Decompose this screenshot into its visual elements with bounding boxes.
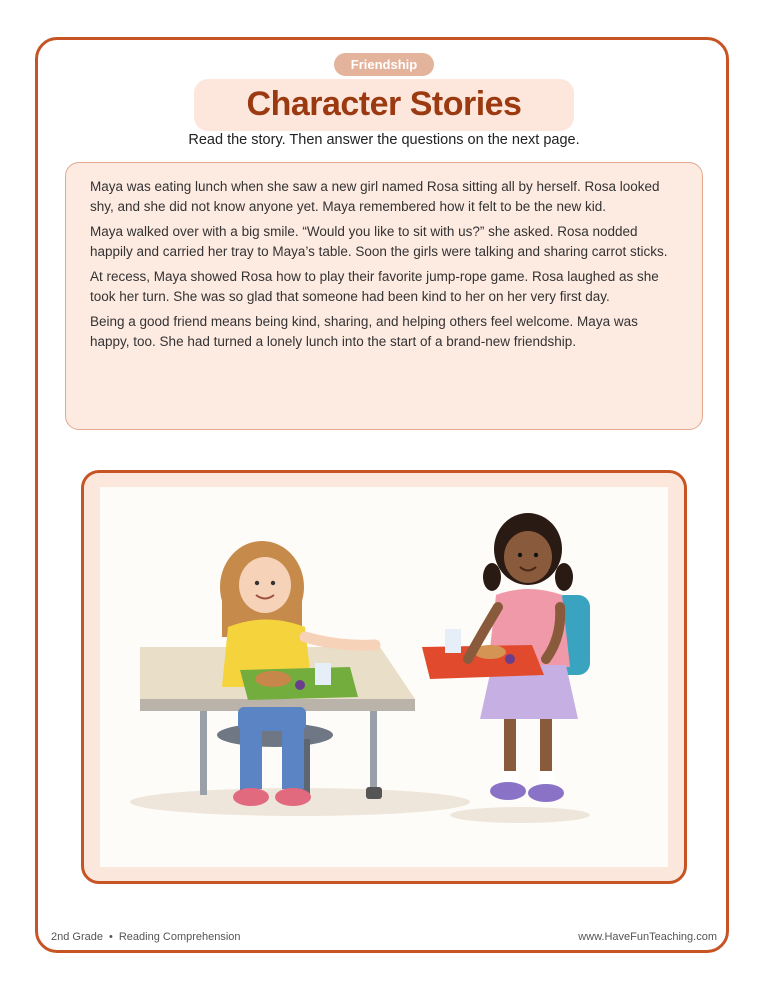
- footer-subject: Reading Comprehension: [118, 931, 241, 943]
- footer-grade-subject: [51, 931, 241, 943]
- footer-grade: 2nd Grade: [51, 931, 103, 943]
- footer-website: www.HaveFunTeaching.com: [578, 931, 717, 943]
- story-paragraph: Maya walked over with a big smile. “Would you like to sit with us?” she asked. Rosa nodded happily and carried her tray to Maya’s table. Soon the girls were talking and sharing carrot sticks.: [90, 224, 668, 259]
- story-box: [65, 162, 703, 430]
- illustration-lunch-table: [100, 487, 668, 867]
- topic-tag: Friendship: [334, 53, 434, 76]
- page-title: Character Stories: [246, 85, 522, 123]
- story-paragraph: Maya was eating lunch when she saw a new girl named Rosa sitting all by herself. Rosa looked shy, and she did not know anyone yet. Maya remembered how it felt to be the new kid.: [90, 179, 660, 214]
- story-paragraph: At recess, Maya showed Rosa how to play their favorite jump-rope game. Rosa laughed as she took her turn. She was so glad that someone had been kind to her on her very first day.: [90, 269, 659, 304]
- story-paragraph: Being a good friend means being kind, sharing, and helping others feel welcome. Maya was happy, too. She had turned a lonely lunch into the start of a brand-new friendship.: [90, 314, 638, 349]
- footer-separator: •: [108, 931, 113, 943]
- instructions: Read the story. Then answer the questions on the next page.: [188, 132, 580, 148]
